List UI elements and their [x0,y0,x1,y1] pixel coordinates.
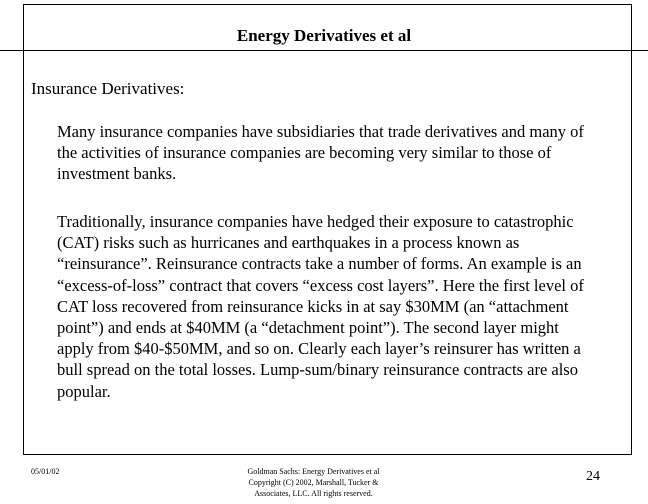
section-heading: Insurance Derivatives: [31,79,185,98]
page-number: 24 [586,469,600,484]
title-divider [0,50,648,51]
slide-title: Energy Derivatives et al [236,26,412,45]
footer-date: 05/01/02 [31,467,60,476]
paragraph-subsidiaries: Many insurance companies have subsidiaries that trade derivatives and many of the activities of insurance companies are becoming very similar to those of investment banks. [57,122,584,184]
paragraph-reinsurance: Traditionally, insurance companies have hedged their exposure to catastrophic (CAT) risks such as hurricanes and earthquakes in a process known as “reinsurance”. Reinsurance contracts take a number of forms. An example is an “excess-of-loss” contract that covers “excess cost layers”. Here the first level of CAT loss recovered from reinsurance kicks in at say $30MM (an “attachment point”) and ends at $40MM (a “detachment point”). The second layer might apply from $40-$50MM, and so on. Clearly each layer’s reinsurer has written a bull spread on the total losses. Lump-sum/binary reinsurance contracts are also popular. [57,212,584,401]
footer-credit [226,466,401,499]
footer-credit-line: Copyright (C) 2002, Marshall, Tucker & [248,478,379,487]
footer-credit-line: Associates, LLC. All rights reserved. [254,489,373,498]
footer-credit-line: Goldman Sachs: Energy Derivatives et al [247,467,380,476]
